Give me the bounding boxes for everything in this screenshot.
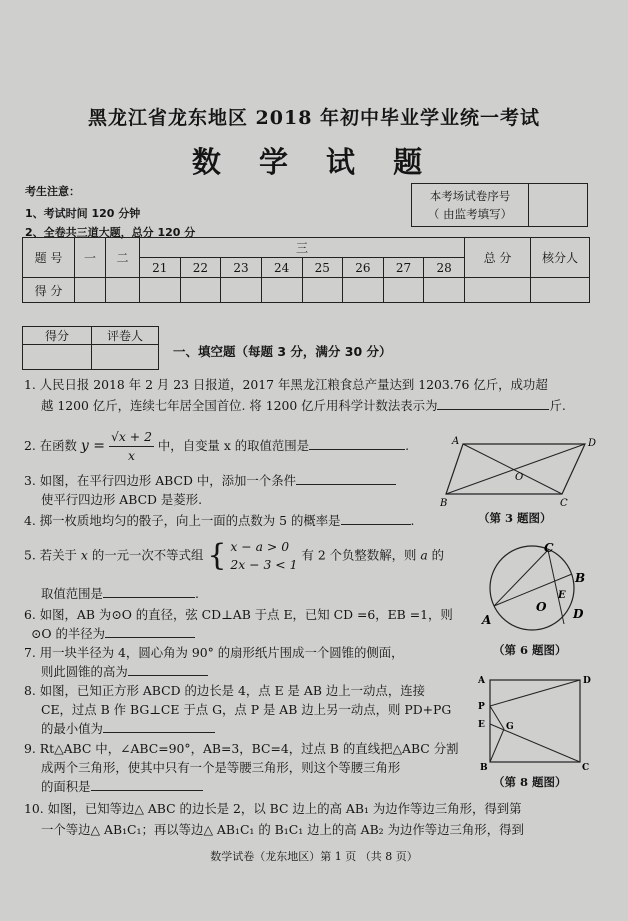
fig8-line-bg (490, 729, 504, 762)
score-cell[interactable] (140, 278, 181, 303)
figure-8-square (474, 672, 594, 772)
score-cell[interactable] (261, 278, 302, 303)
fig6-label-e: E (558, 590, 566, 601)
q7-answer-blank[interactable] (128, 663, 208, 676)
sub-col-26: 26 (343, 258, 384, 278)
fig3-diagonal-ac (463, 444, 562, 494)
fig6-caption: （第 6 题图） (493, 643, 567, 657)
score-cell[interactable] (531, 278, 590, 303)
q5-answer-blank[interactable] (103, 585, 195, 598)
figure-6-circle (478, 540, 588, 640)
q3-answer-blank[interactable] (296, 472, 396, 485)
col-section-1: 一 (75, 238, 106, 278)
fig8-label-b: B (480, 763, 488, 772)
fig3-label-d: D (588, 438, 597, 449)
q3-text: 3. 如图，在平行四边形 ABCD 中，添加一个条件 (24, 473, 296, 488)
q6-text: ⊙O 的半径为 (31, 626, 106, 641)
q5-text-2: 有 2 个负整数解，则 (301, 547, 417, 563)
fig8-line-pg (490, 706, 504, 729)
sub-col-21: 21 (140, 258, 181, 278)
sub-col-27: 27 (383, 258, 424, 278)
q3-line2: 使平行四边形 ABCD 是菱形. (41, 492, 203, 507)
score-cell[interactable] (424, 278, 465, 303)
grader-score-label: 得分 (23, 327, 92, 345)
q9-line2: 成两个三角形，使其中只有一个是等腰三角形，则这个等腰三角形 (41, 760, 401, 775)
fig8-label-a: A (478, 676, 485, 686)
q4-answer-blank[interactable] (341, 512, 411, 525)
q4-text: 4. 掷一枚质地均匀的骰子，向上一面的点数为 5 的概率是 (24, 513, 341, 528)
fig6-label-d: D (573, 607, 584, 621)
fig3-label-a: A (452, 436, 460, 447)
sub-col-28: 28 (424, 258, 465, 278)
q5-prefix: 5. 若关于 (24, 547, 77, 563)
fig6-label-a: A (482, 613, 492, 627)
row-label-question: 题 号 (23, 238, 75, 278)
q2-fraction (109, 428, 154, 465)
fig8-caption: （第 8 题图） (493, 775, 567, 789)
q10-line1: 10. 如图，已知等边△ ABC 的边长是 2，以 BC 边上的高 AB₁ 为边作等边三角形，得到第 (24, 801, 522, 816)
col-total: 总 分 (465, 238, 531, 278)
sub-col-22: 22 (180, 258, 221, 278)
grader-name-label: 评卷人 (92, 327, 159, 345)
q1-line2 (41, 397, 621, 415)
q5-brace: { (207, 538, 227, 573)
seat-number-line1: 本考场试卷序号 (429, 189, 511, 203)
q8-answer-blank[interactable] (103, 720, 215, 733)
grader-name-cell[interactable] (92, 345, 159, 370)
q9-answer-blank[interactable] (91, 778, 203, 791)
fig8-label-c: C (582, 763, 590, 772)
col-section-2: 二 (106, 238, 140, 278)
fig8-label-g: G (506, 722, 514, 732)
score-cell[interactable] (343, 278, 384, 303)
score-cell[interactable] (106, 278, 140, 303)
q3-line1 (24, 472, 396, 490)
section-heading: 一、填空题（每题 3 分，满分 30 分） (173, 344, 392, 359)
fig6-label-b: B (575, 571, 586, 585)
q1-text: 越 1200 亿斤，连续七年居全国首位. 将 1200 亿斤用科学计数法表示为 (41, 398, 438, 413)
score-cell[interactable] (465, 278, 531, 303)
score-cell[interactable] (75, 278, 106, 303)
score-cell[interactable] (221, 278, 262, 303)
q7-text: 则此圆锥的高为 (41, 664, 128, 679)
q5-text: 的一元一次不等式组 (91, 547, 204, 563)
fig8-square (490, 680, 580, 762)
q4-line: 4. 掷一枚质地均匀的骰子，向上一面的点数为 5 的概率是 . (24, 513, 415, 528)
q9-line3 (41, 778, 203, 796)
q1-unit: 斤. (549, 398, 566, 413)
q5-line2: 取值范围是 . (41, 586, 199, 601)
fig3-diagonal-bd (446, 444, 585, 494)
q5-inequality-1: x − a > 0 (230, 539, 290, 554)
q9-line1: 9. Rt△ABC 中，∠ABC=90°，AB=3，BC=4，过点 B 的直线把△ABC 分割 (24, 741, 459, 756)
fig3-label-c: C (560, 498, 568, 507)
q7-line2 (41, 663, 208, 681)
q5-x-var: x (80, 547, 88, 563)
seat-number-label (412, 184, 529, 227)
q2-y-var: y = (80, 438, 105, 454)
score-table (22, 237, 590, 303)
seat-number-line2: （ 由监考填写） (427, 207, 513, 221)
q8-line3 (41, 720, 215, 738)
col-section-3: 三 (140, 238, 465, 258)
seat-number-box (411, 183, 588, 227)
q2-answer-blank[interactable] (309, 437, 405, 450)
q6-answer-blank[interactable] (105, 625, 195, 638)
q10-line2: 一个等边△ AB₁C₁；再以等边△ AB₁C₁ 的 B₁C₁ 边上的高 AB₂ 为边作等边三角形，得到 (41, 822, 524, 837)
fig6-circle (490, 546, 574, 630)
fig6-chord-cd (548, 550, 564, 624)
figure-3-parallelogram (440, 432, 600, 507)
sub-col-24: 24 (261, 258, 302, 278)
q2-denominator: x (127, 448, 135, 463)
sub-col-23: 23 (221, 258, 262, 278)
note-item-1: 1、考试时间 120 分钟 (25, 207, 141, 220)
q7-line1: 7. 用一块半径为 4，圆心角为 90° 的扇形纸片围成一个圆锥的侧面， (24, 645, 404, 660)
q5-line1 (24, 538, 444, 574)
q5-system (230, 538, 297, 574)
q2-line: 2. 在函数 y = $\frac{√x + 2}{x}$ 中，自变量 x 的取值范围是 . (24, 429, 410, 463)
fig8-label-d: D (583, 676, 591, 686)
q2-text: 中，自变量 x 的取值范围是 (157, 438, 310, 453)
notes-heading: 考生注意： (25, 185, 80, 198)
q8-line2: CE，过点 B 作 BG⊥CE 于点 G，点 P 是 AB 边上另一动点，则 PD+PG (41, 702, 452, 717)
q5-range-text: 取值范围是 (41, 586, 103, 601)
seat-number-cell[interactable] (529, 184, 588, 227)
fig8-label-e: E (478, 720, 485, 730)
q2-prefix: 2. 在函数 (24, 438, 77, 453)
grader-box (22, 326, 159, 370)
exam-title: 黑龙江省龙东地区 2018 年初中毕业学业统一考试 (87, 107, 541, 129)
fig3-caption: （第 3 题图） (478, 511, 552, 525)
fig6-label-o: O (536, 600, 547, 614)
fig6-label-c: C (544, 541, 554, 555)
subject-title: 数 学 试 题 (191, 145, 437, 179)
q2-numerator: √x + 2 (109, 428, 154, 447)
col-checker: 核分人 (531, 238, 590, 278)
q1-line1: 1. 人民日报 2018 年 2 月 23 日报道，2017 年黑龙江粮食总产量达到 1203.76 亿斤，成功超 (24, 377, 548, 392)
fig8-label-p: P (478, 702, 485, 712)
q6-line2 (31, 625, 195, 643)
score-cell[interactable] (180, 278, 221, 303)
grader-score-cell[interactable] (23, 345, 92, 370)
fig8-line-pd (490, 680, 580, 706)
fig3-label-b: B (440, 498, 448, 507)
q9-text: 的面积是 (41, 779, 91, 794)
q5-text-3: 的 (431, 547, 445, 563)
score-cell[interactable] (302, 278, 343, 303)
q6-line1: 6. 如图，AB 为⊙O 的直径，弦 CD⊥AB 于点 E，已知 CD =6，EB =1，则 (24, 607, 453, 622)
q5-inequality-2: 2x − 3 < 1 (230, 557, 298, 572)
q8-text: 的最小值为 (41, 721, 103, 736)
row-label-score: 得 分 (23, 278, 75, 303)
score-cell[interactable] (383, 278, 424, 303)
sub-col-25: 25 (302, 258, 343, 278)
q5-a-var: a (420, 547, 428, 563)
page-footer: 数学试卷（龙东地区）第 1 页 （共 8 页） (210, 850, 418, 863)
q8-line1: 8. 如图，已知正方形 ABCD 的边长是 4，点 E 是 AB 边上一动点，连接 (24, 683, 425, 698)
note-item-2: 2、全卷共三道大题，总分 120 分 (25, 226, 196, 239)
fig3-label-o: O (515, 472, 524, 483)
q1-answer-blank[interactable] (437, 397, 549, 410)
